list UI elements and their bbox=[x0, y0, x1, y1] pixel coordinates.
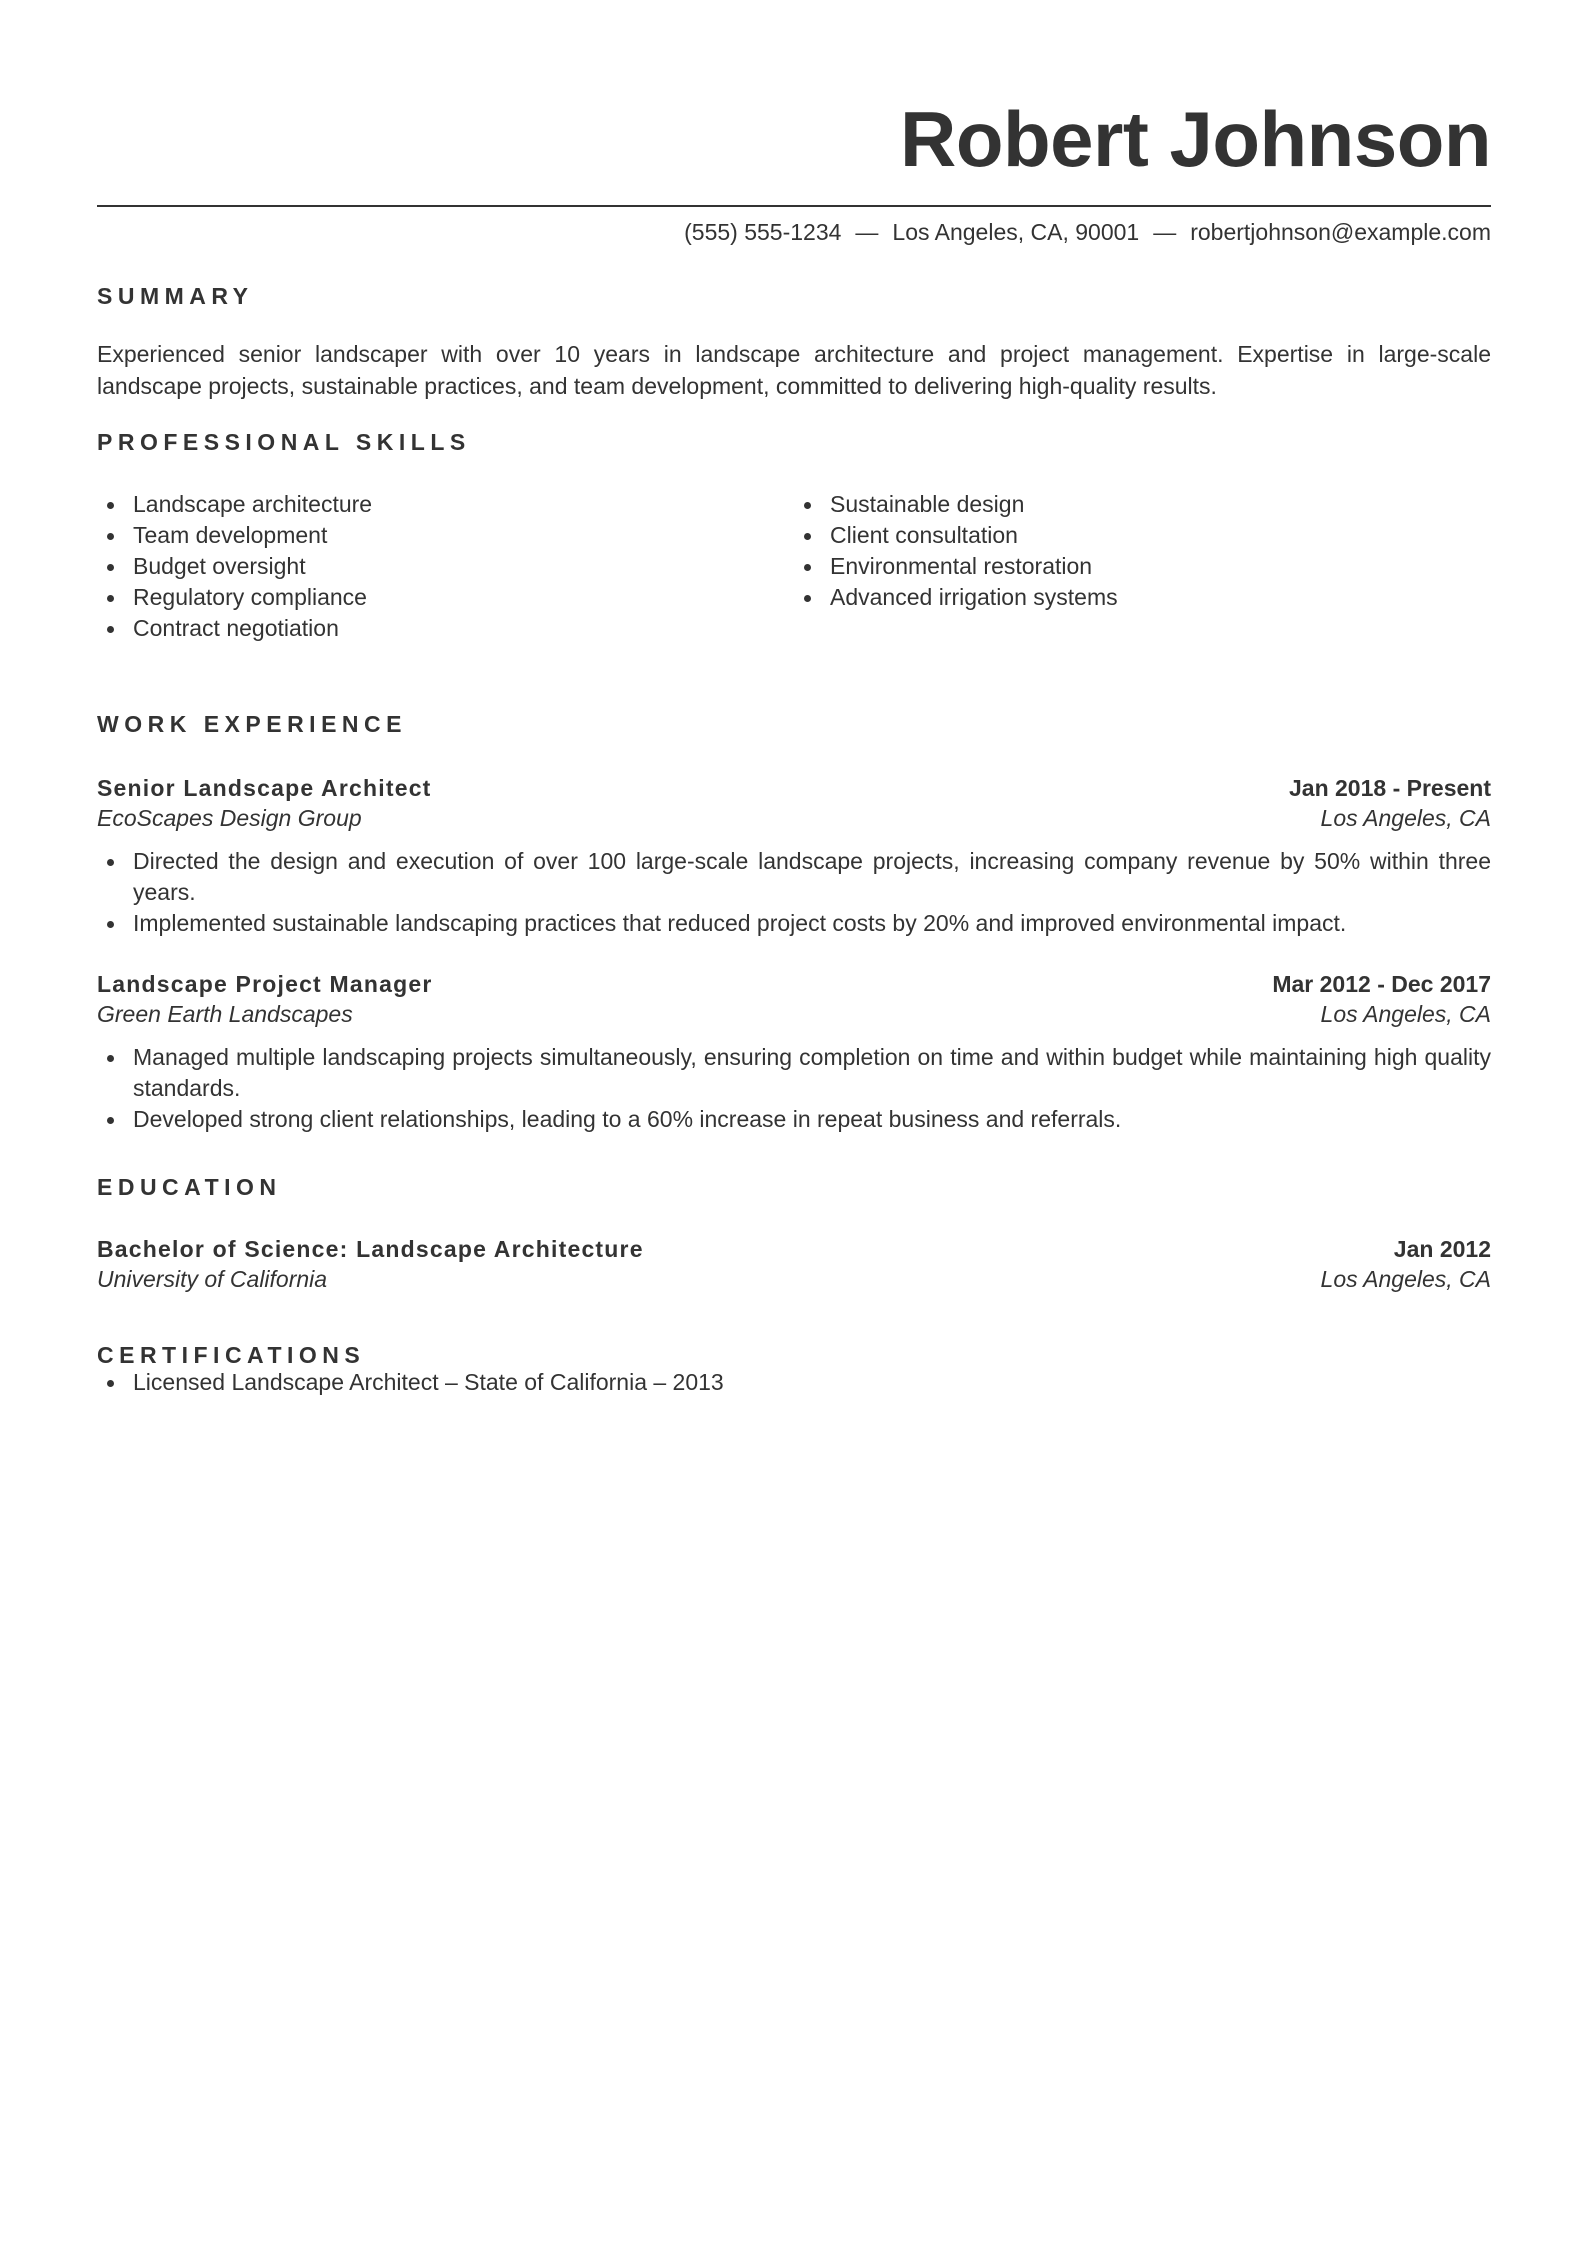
graduation-date: Jan 2012 bbox=[1393, 1235, 1491, 1262]
contact-separator: — bbox=[855, 219, 879, 245]
skills-list bbox=[97, 489, 1491, 644]
achievement-item: Managed multiple landscaping projects simultaneously, ensuring completion on time and within budget while maintaining high quality standards. bbox=[97, 1042, 1491, 1104]
header-divider bbox=[97, 205, 1491, 207]
job-title: Landscape Project Manager bbox=[97, 970, 433, 997]
skill-item: Sustainable design bbox=[794, 489, 1491, 520]
education-entry bbox=[97, 1234, 1491, 1294]
achievement-item: Directed the design and execution of over 100 large-scale landscape projects, increasing company revenue by 50% within three years. bbox=[97, 846, 1491, 908]
skill-item: Landscape architecture bbox=[97, 489, 794, 520]
degree: Bachelor of Science: Landscape Architecture bbox=[97, 1235, 644, 1262]
contact-email: robertjohnson@example.com bbox=[1190, 219, 1491, 245]
skills-column-left bbox=[97, 489, 794, 644]
skill-item: Budget oversight bbox=[97, 551, 794, 582]
candidate-name: Robert Johnson bbox=[900, 95, 1491, 183]
work-experience-heading: WORK EXPERIENCE bbox=[97, 710, 407, 737]
skill-item: Team development bbox=[97, 520, 794, 551]
job-company: Green Earth Landscapes bbox=[97, 1000, 353, 1027]
education-heading: EDUCATION bbox=[97, 1173, 282, 1200]
certifications-heading: CERTIFICATIONS bbox=[97, 1341, 366, 1368]
skill-item: Client consultation bbox=[794, 520, 1491, 551]
job-entry bbox=[97, 969, 1491, 1135]
certification-item: Licensed Landscape Architect – State of California – 2013 bbox=[97, 1367, 1491, 1398]
job-location: Los Angeles, CA bbox=[1320, 804, 1491, 831]
achievement-item: Implemented sustainable landscaping practices that reduced project costs by 20% and improved environmental impact. bbox=[97, 908, 1491, 939]
school-name: University of California bbox=[97, 1265, 328, 1292]
job-achievements bbox=[97, 846, 1491, 939]
contact-location: Los Angeles, CA, 90001 bbox=[892, 219, 1140, 245]
job-achievements bbox=[97, 1042, 1491, 1135]
achievement-item: Developed strong client relationships, leading to a 60% increase in repeat business and referrals. bbox=[97, 1104, 1491, 1135]
contact-line bbox=[97, 219, 1491, 247]
contact-separator: — bbox=[1153, 219, 1177, 245]
skill-item: Contract negotiation bbox=[97, 613, 794, 644]
job-dates: Jan 2018 - Present bbox=[1288, 774, 1491, 801]
job-dates: Mar 2012 - Dec 2017 bbox=[1272, 970, 1491, 997]
job-location: Los Angeles, CA bbox=[1320, 1000, 1491, 1027]
skill-item: Advanced irrigation systems bbox=[794, 582, 1491, 613]
certifications-list bbox=[97, 1367, 1491, 1398]
job-company: EcoScapes Design Group bbox=[97, 804, 362, 831]
school-location: Los Angeles, CA bbox=[1320, 1265, 1491, 1292]
contact-phone: (555) 555-1234 bbox=[684, 219, 842, 245]
job-title: Senior Landscape Architect bbox=[97, 774, 432, 801]
skill-item: Regulatory compliance bbox=[97, 582, 794, 613]
skills-heading: PROFESSIONAL SKILLS bbox=[97, 428, 471, 455]
summary-heading: SUMMARY bbox=[97, 282, 254, 309]
skill-item: Environmental restoration bbox=[794, 551, 1491, 582]
skills-column-right bbox=[794, 489, 1491, 644]
job-entry bbox=[97, 773, 1491, 939]
summary-text: Experienced senior landscaper with over 10 years in landscape architecture and project management. Expertise in large-scale landscape projects, sustainable practices, and team development, committed to delivering high-quality results. bbox=[97, 340, 1491, 399]
